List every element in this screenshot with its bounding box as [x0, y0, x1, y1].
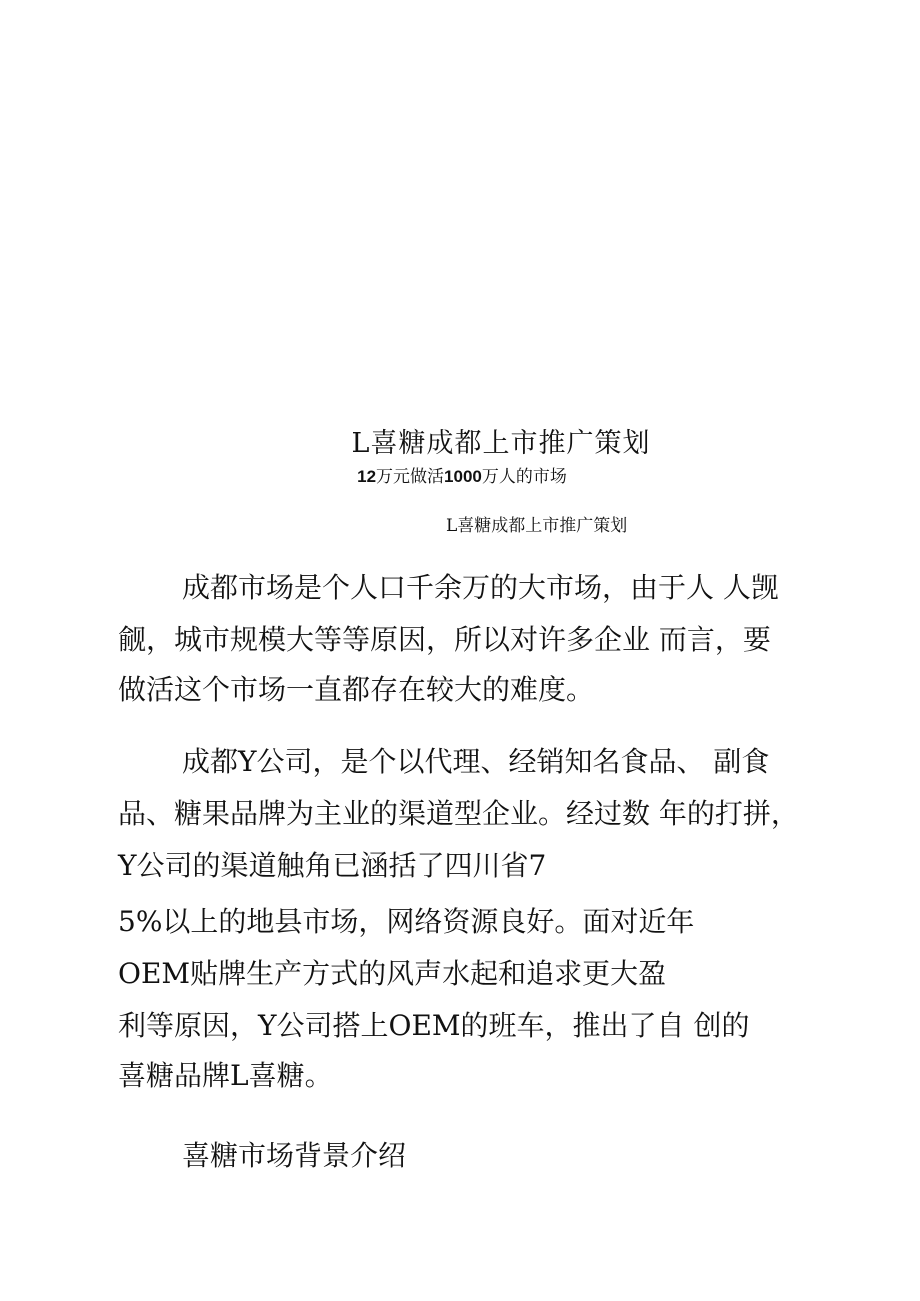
- paragraph-line: OEM贴牌生产方式的风声水起和追求更大盈: [118, 957, 667, 990]
- document-title: L喜糖成都上市推广策划: [351, 428, 651, 459]
- subtitle-amount: 12: [357, 467, 377, 486]
- document-subtitle: [0, 464, 920, 490]
- running-head: L喜糖成都上市推广策划: [446, 516, 628, 536]
- paragraph-line: 利等原因，Y公司搭上OEM的班车，推出了自 创的: [118, 1009, 750, 1042]
- paragraph-line: Y公司的渠道触角已涵括了四川省7: [118, 849, 547, 882]
- section-heading: 喜糖市场背景介绍: [182, 1139, 407, 1172]
- paragraph-line: 成都市场是个人口千余万的大市场，由于人 人觊: [182, 571, 779, 604]
- subtitle-text-2: 万人的市场: [481, 467, 567, 487]
- paragraph-line: 觎，城市规模大等等原因，所以对许多企业 而言，要: [118, 623, 771, 656]
- subtitle-text-1: 万元做活: [376, 467, 445, 487]
- paragraph-line: 成都Y公司，是个以代理、经销知名食品、 副食: [182, 745, 770, 778]
- paragraph-line: 品、糖果品牌为主业的渠道型企业。经过数 年的打拼，: [118, 797, 799, 830]
- paragraph-line: 做活这个市场一直都存在较大的难度。: [118, 673, 595, 706]
- paragraph-line: 5%以上的地县市场，网络资源良好。面对近年: [118, 905, 695, 938]
- paragraph-line: 喜糖品牌L喜糖。: [118, 1059, 333, 1092]
- subtitle-population: 1000: [444, 467, 482, 486]
